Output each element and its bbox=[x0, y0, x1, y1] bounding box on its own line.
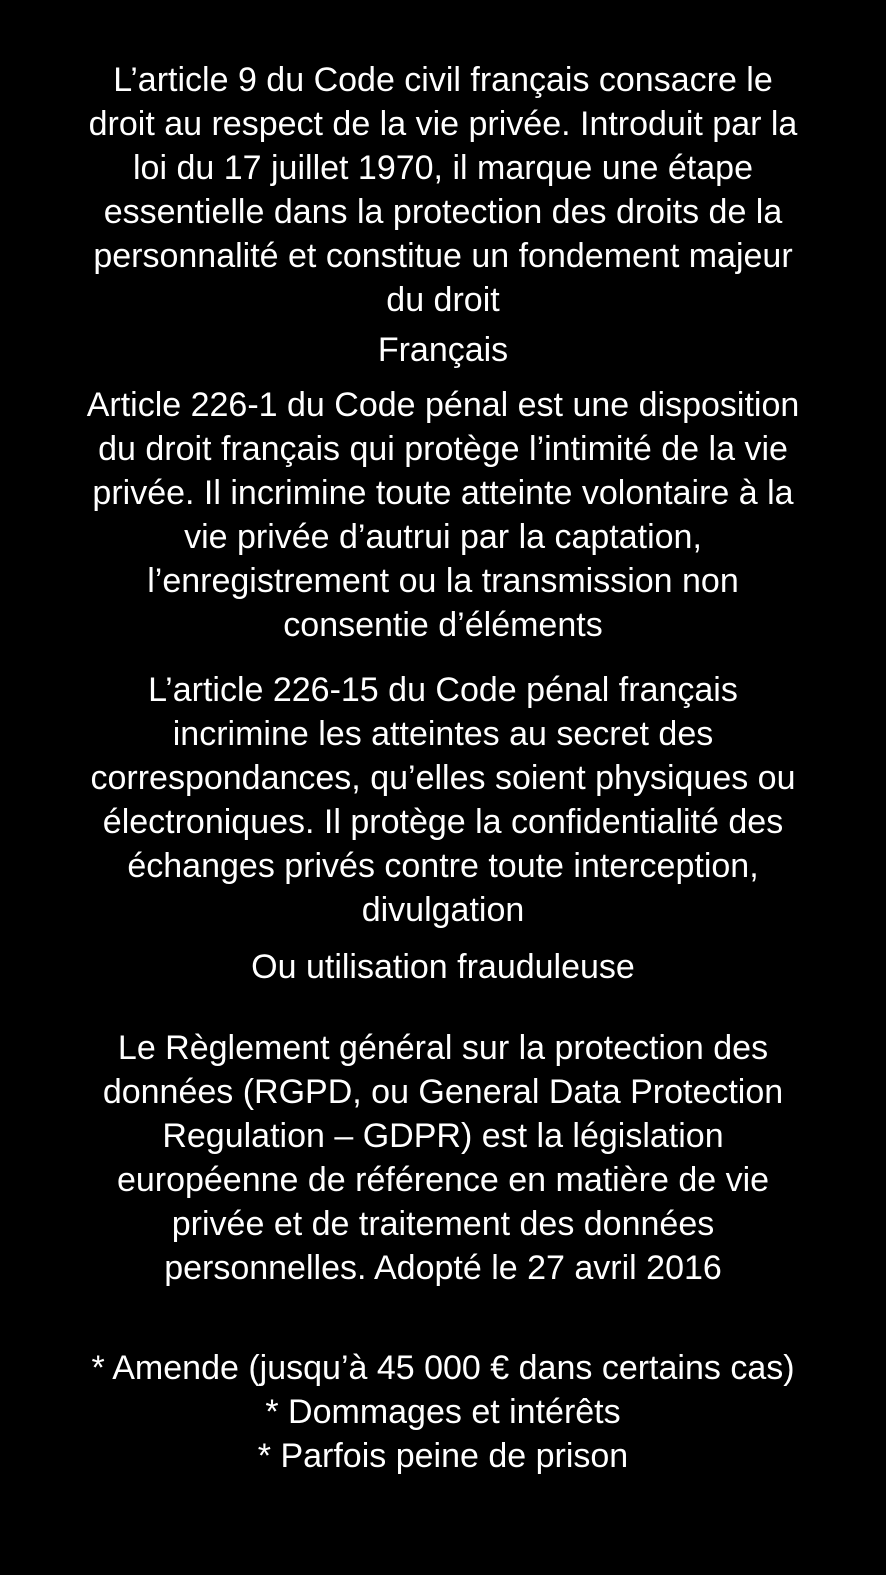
text-line: L’article 9 du Code civil français consacre le bbox=[113, 61, 773, 99]
text-line: consentie d’éléments bbox=[283, 606, 603, 644]
sanction-item: * Dommages et intérêts bbox=[265, 1393, 621, 1431]
paragraph-rgpd bbox=[20, 1026, 866, 1290]
text-line: droit au respect de la vie privée. Introduit par la bbox=[88, 105, 798, 143]
text-line: Ou utilisation frauduleuse bbox=[251, 948, 635, 986]
text-line: Le Règlement général sur la protection des bbox=[117, 1029, 769, 1067]
paragraph-article-226-1-code-penal bbox=[20, 383, 866, 647]
text-line: divulgation bbox=[361, 891, 525, 929]
text-line: personnalité et constitue un fondement majeur bbox=[93, 237, 793, 275]
text-line: essentielle dans la protection des droits de la bbox=[103, 193, 783, 231]
text-line: électroniques. Il protège la confidentialité des bbox=[102, 803, 784, 841]
text-line: données (RGPD, ou General Data Protection bbox=[102, 1073, 784, 1111]
text-line: l’enregistrement ou la transmission non bbox=[147, 562, 739, 600]
text-line: correspondances, qu’elles soient physiques ou bbox=[90, 759, 796, 797]
text-line: européenne de référence en matière de vie bbox=[116, 1161, 770, 1199]
text-line: personnelles. Adopté le 27 avril 2016 bbox=[164, 1249, 722, 1287]
text-line: du droit bbox=[386, 281, 500, 319]
paragraph-article-226-15-code-penal bbox=[20, 668, 866, 932]
paragraph-article-9-code-civil bbox=[20, 58, 866, 322]
text-line: Français bbox=[377, 331, 509, 369]
text-line: L’article 226-15 du Code pénal français bbox=[148, 671, 738, 709]
sanctions-list bbox=[20, 1346, 866, 1478]
text-line: du droit français qui protège l’intimité de la vie bbox=[98, 430, 788, 468]
text-line: Regulation – GDPR) est la législation bbox=[162, 1117, 724, 1155]
sanction-item: * Parfois peine de prison bbox=[257, 1437, 629, 1475]
paragraph-francais bbox=[20, 328, 866, 372]
sanction-item: * Amende (jusqu’à 45 000 € dans certains cas) bbox=[91, 1349, 795, 1387]
text-line: incrimine les atteintes au secret des bbox=[172, 715, 714, 753]
text-line: privée et de traitement des données bbox=[171, 1205, 715, 1243]
text-line: privée. Il incrimine toute atteinte volontaire à la bbox=[92, 474, 794, 512]
text-line: vie privée d’autrui par la captation, bbox=[184, 518, 702, 556]
paragraph-utilisation-frauduleuse bbox=[20, 945, 866, 989]
text-line: Article 226-1 du Code pénal est une disposition bbox=[86, 386, 800, 424]
text-line: échanges privés contre toute interception, bbox=[127, 847, 759, 885]
text-line: loi du 17 juillet 1970, il marque une étape bbox=[133, 149, 753, 187]
